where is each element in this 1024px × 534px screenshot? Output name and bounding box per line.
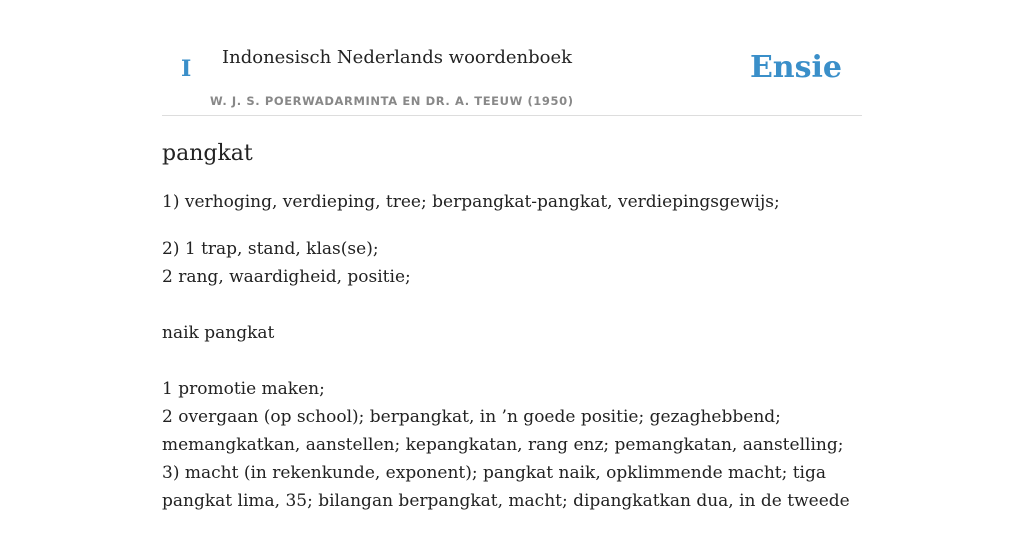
letter-index-link[interactable]: I bbox=[181, 56, 192, 82]
ensie-logo[interactable]: Ensie bbox=[749, 50, 842, 85]
dictionary-authors: W. J. S. POERWADARMINTA EN DR. A. TEEUW (1950) bbox=[210, 94, 574, 108]
entry-sense: 1) verhoging, verdieping, tree; berpangkat-pangkat, verdiepingsgewijs; bbox=[162, 192, 780, 212]
entry-content bbox=[162, 138, 862, 534]
entry-headword: pangkat bbox=[162, 141, 253, 166]
dictionary-header bbox=[162, 0, 862, 116]
dictionary-title[interactable]: Indonesisch Nederlands woordenboek bbox=[222, 47, 573, 68]
entry-sense: 2) 1 trap, stand, klas(se); 2 rang, waardigheid, positie; naik pangkat 1 promotie maken; 2 overgaan (op school); berpangkat, in ’n goede positie; gezaghebbend; memangkatkan, aanstellen; kepangkatan, rang enz; pemangkatan, aanstelling; 3) macht (in rekenkunde, exponent); pangkat naik, opklimmende macht; tiga pangkat lima, 35; bilangan berpangkat, macht; dipangkatkan dua, in de tweede bbox=[162, 239, 850, 511]
dictionary-page bbox=[162, 0, 862, 512]
